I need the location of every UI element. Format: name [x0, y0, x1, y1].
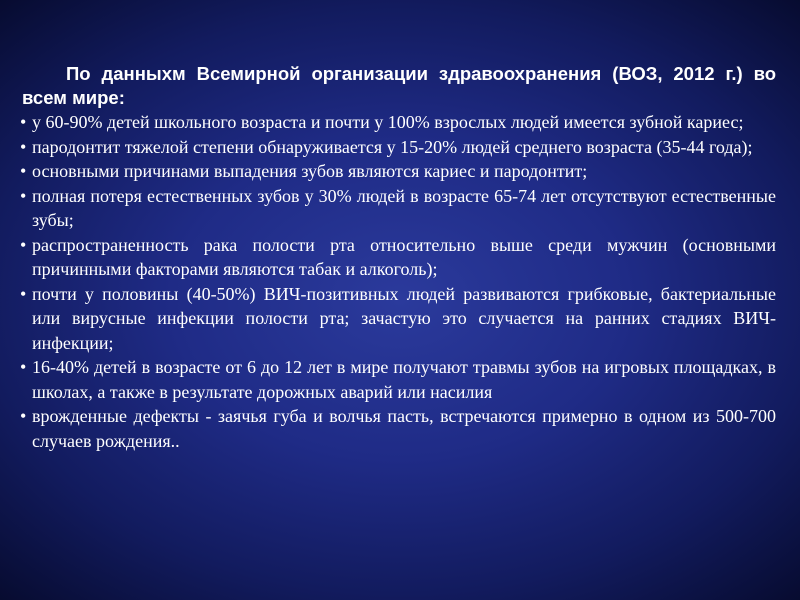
- bullet-list: [20, 110, 776, 453]
- bullet-text: у 60-90% детей школьного возраста и почти у 100% взрослых людей имеется зубной кариес;: [32, 112, 744, 132]
- bullet-text: основными причинами выпадения зубов являются кариес и пародонтит;: [32, 161, 588, 181]
- list-item: [20, 233, 776, 282]
- slide-heading: По данныхм Всемирной организации здравоохранения (ВОЗ, 2012 г.) во всем мире:: [22, 63, 776, 108]
- list-item: [20, 135, 776, 160]
- bullet-text: почти у половины (40-50%) ВИЧ-позитивных людей развиваются грибковые, бактериальные или вирусные инфекции полости рта; зачастую это случается на ранних стадиях ВИЧ-инфекции;: [32, 283, 776, 353]
- bullet-text: полная потеря естественных зубов у 30% людей в возрасте 65-74 лет отсутствуют естественные зубы;: [32, 185, 776, 230]
- bullet-text: распространенность рака полости рта относительно выше среди мужчин (основными причинными факторами являются табак и алкоголь);: [32, 234, 776, 279]
- bullet-marker: •: [20, 357, 27, 377]
- bullet-marker: •: [20, 112, 27, 132]
- bullet-marker: •: [20, 185, 27, 206]
- bullet-text: 16-40% детей в возрасте от 6 до 12 лет в мире получают травмы зубов на игровых площадках, в школах, а также в результате дорожных аварий или насилия: [32, 357, 776, 402]
- list-item: [20, 404, 776, 453]
- list-item: [20, 282, 776, 356]
- list-item: [20, 355, 776, 404]
- bullet-marker: •: [20, 161, 27, 181]
- bullet-text: пародонтит тяжелой степени обнаруживается у 15-20% людей среднего возраста (35-44 года);: [32, 136, 753, 157]
- slide-content: [20, 62, 776, 453]
- bullet-text: врожденные дефекты - заячья губа и волчья пасть, встречаются примерно в одном из 500-700 случаев рождения..: [32, 406, 776, 451]
- bullet-marker: •: [20, 136, 27, 157]
- list-item: [20, 184, 776, 233]
- bullet-marker: •: [20, 234, 27, 255]
- bullet-marker: •: [20, 406, 27, 426]
- bullet-marker: •: [20, 283, 27, 304]
- list-item: [20, 159, 776, 184]
- list-item: [20, 110, 776, 135]
